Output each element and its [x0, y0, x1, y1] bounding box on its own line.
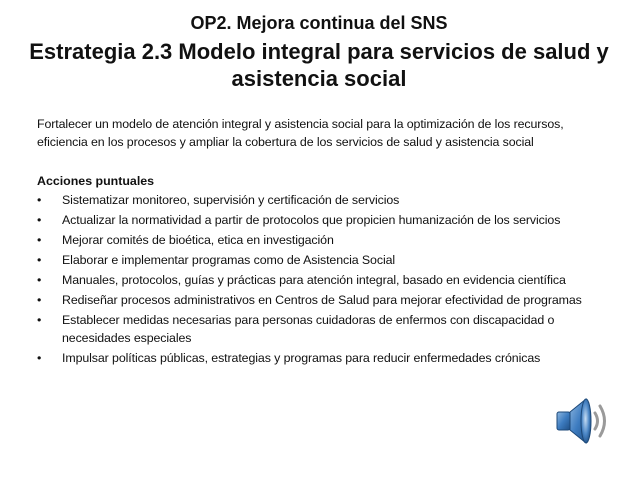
bullet-marker: • [37, 233, 42, 247]
action-list [37, 191, 607, 369]
bullet-marker: • [37, 253, 42, 267]
list-item [37, 311, 607, 347]
list-item-text: Sistematizar monitoreo, supervisión y certificación de servicios [62, 193, 400, 207]
list-item [37, 291, 607, 309]
slide-kicker: OP2. Mejora continua del SNS [190, 13, 448, 33]
list-item-text: Actualizar la normatividad a partir de protocolos que propicien humanización de los servicios [62, 213, 561, 227]
list-item-text: Elaborar e implementar programas como de Asistencia Social [62, 253, 396, 267]
list-item-text: Establecer medidas necesarias para personas cuidadoras de enfermos con discapacidad o necesidades especiales [62, 313, 555, 345]
slide-title: Estrategia 2.3 Modelo integral para servicios de salud y asistencia social [29, 39, 609, 91]
bullet-marker: • [37, 273, 42, 287]
list-item [37, 349, 607, 367]
intro-paragraph: Fortalecer un modelo de atención integral y asistencia social para la optimización de los recursos, eficiencia en los procesos y ampliar la cobertura de los servicios de salud y asistencia social [37, 117, 564, 149]
speaker-icon[interactable] [553, 391, 613, 451]
list-item-text: Impulsar políticas públicas, estrategias y programas para reducir enfermedades crónicas [62, 351, 541, 365]
list-item [37, 211, 607, 229]
bullet-marker: • [37, 293, 42, 307]
section-title: Acciones puntuales [37, 174, 155, 188]
list-item-text: Mejorar comités de bioética, etica en investigación [62, 233, 334, 247]
bullet-marker: • [37, 193, 42, 207]
bullet-marker: • [37, 213, 42, 227]
list-item-text: Manuales, protocolos, guías y prácticas para atención integral, basado en evidencia científica [62, 273, 566, 287]
list-item [37, 191, 607, 209]
list-item [37, 231, 607, 249]
list-item [37, 271, 607, 289]
list-item-text: Rediseñar procesos administrativos en Centros de Salud para mejorar efectividad de programas [62, 293, 582, 307]
bullet-marker: • [37, 351, 42, 365]
bullet-marker: • [37, 313, 42, 327]
list-item [37, 251, 607, 269]
